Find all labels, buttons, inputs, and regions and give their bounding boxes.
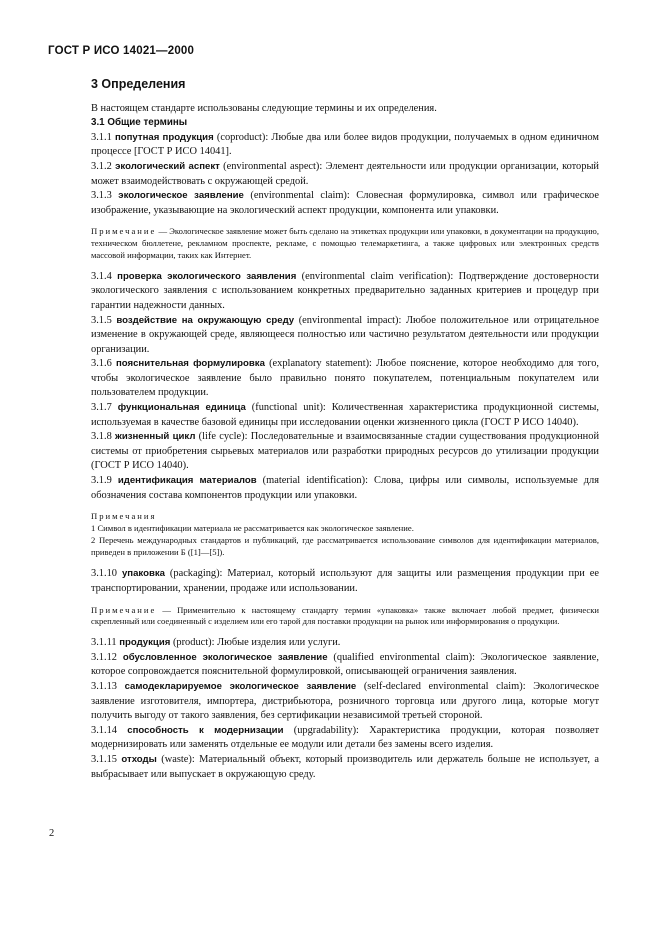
- definition-3-1-1: [91, 131, 599, 160]
- definition-term: попутная продукция: [114, 131, 214, 143]
- note-environmental-claim: [91, 226, 599, 261]
- definition-number: 3.1.15: [91, 753, 122, 765]
- definition-number: 3.1.10: [91, 568, 122, 580]
- definition-text: (explanatory statement): Любое пояснение, которое необходимо для того, чтобы экологическое заявление было правильно понято покупателем, потенциальным покупателем или пользователем продукции.: [91, 358, 599, 399]
- definition-text: (packaging): Материал, который используют для защиты или размещения продукции при ее транспортировании, хранении, продаже или использовании.: [91, 568, 599, 595]
- definition-number: 3.1.11: [91, 637, 120, 649]
- notes-material-identification: [91, 511, 599, 558]
- definition-number: 3.1.3: [91, 190, 119, 202]
- definition-text: (life cycle): Последовательные и взаимосвязанные стадии существования продукционной системы от приобретения сырьевых материалов или разработки природных ресурсов до утилизации продукции (ГОСТ Р ИСО 14040).: [91, 431, 600, 472]
- note-item-1: 1 Символ в идентификации материала не рассматривается как экологическое заявление.: [91, 523, 414, 534]
- definition-term: идентификация материалов: [117, 475, 257, 487]
- standard-header: ГОСТ Р ИСО 14021—2000: [48, 45, 195, 57]
- definition-text: (self-declared environmental claim): Экологическое заявление изготовителя, импортера, дистрибьютора, розничного торговца или другого лица, которые могут получить выгоду от такого заявления, без сертификации независимой третьей стороной.: [91, 680, 600, 722]
- definition-3-1-10: [91, 567, 599, 596]
- section-title: 3 Определения: [91, 77, 186, 91]
- note-label: Примечание: [91, 226, 157, 237]
- notes-label: Примечания: [91, 511, 157, 522]
- subsection-label: 3.1 Общие термины: [91, 117, 188, 129]
- definition-text: (functional unit): Количественная характеристика продукционной системы, используемая в качестве базовой единицы при исследовании оценки жизненного цикла (ГОСТ Р ИСО 14040).: [91, 402, 599, 428]
- definition-term: экологический аспект: [115, 160, 220, 172]
- note-text: — Экологическое заявление может быть сделано на этикетках продукции или упаковки, в документации на продукцию, техническом бюллетене, рекламном проспекте, рекламе, с помощью телемаркетинга, а также цифровых или электронных средств массовой информации, таких как Интернет.: [91, 226, 599, 260]
- definition-number: 3.1.8: [91, 431, 116, 443]
- note-label: Примечание: [91, 604, 157, 615]
- definition-number: 3.1.12: [91, 651, 123, 663]
- note-text: — Применительно к настоящему стандарту термин «упаковка» также включает любой предмет, физически скрепленный или соединенный с изделием или его тарой для поставки продукции на рынок или информирования о продукции.: [91, 604, 599, 627]
- definition-text: (coproduct): Любые два или более видов продукции, получаемых в одном единичном процессе [ГОСТ Р ИСО 14041].: [91, 131, 599, 158]
- intro-text: В настоящем стандарте использованы следующие термины и их определения.: [91, 102, 437, 114]
- definition-3-1-11: [91, 636, 599, 651]
- note-packaging: [91, 605, 599, 629]
- definition-number: 3.1.14: [91, 724, 128, 736]
- definition-term: функциональная единица: [117, 402, 246, 414]
- definition-3-1-6: [91, 357, 599, 401]
- definition-3-1-9: [91, 474, 599, 503]
- definition-text: (waste): Материальный объект, который производитель или держатель больше не использует, а выбрасывает или выпускает в окружающую среду.: [91, 753, 599, 780]
- definition-3-1-15: [91, 753, 599, 782]
- definition-term: экологическое заявление: [118, 190, 244, 202]
- page-number: 2: [49, 828, 55, 839]
- definition-number: 3.1.4: [91, 270, 118, 282]
- definition-number: 3.1.9: [91, 475, 118, 487]
- definition-text: (environmental impact): Любое положительное или отрицательное изменение в окружающей среде, являющееся полностью или частично результатом деятельности или продукции организации.: [91, 314, 599, 355]
- definition-text: (qualified environmental claim): Экологическое заявление, которое сопровождается пояснительной формулировкой, описывающей ограничения заявления.: [91, 651, 599, 678]
- intro-paragraph: [91, 102, 599, 117]
- note-item-2: 2 Перечень международных стандартов и публикаций, где рассматривается использование символов для идентификации материалов, приведен в приложении Б ([1]—[5]).: [91, 534, 599, 557]
- definition-3-1-2: [91, 160, 599, 189]
- definition-term: упаковка: [121, 568, 165, 580]
- definition-text: (product): Любые изделия или услуги.: [170, 637, 341, 649]
- definition-term: проверка экологического заявления: [117, 270, 297, 282]
- definition-term: воздействие на окружающую среду: [116, 314, 295, 326]
- definition-text: (environmental claim verification): Подтверждение достоверности экологического заявления с использованием конкретных предварительно заданных критериев и процедур при гарантии надежности данных.: [91, 270, 599, 311]
- definition-number: 3.1.13: [91, 680, 125, 692]
- definition-number: 3.1.5: [91, 314, 117, 326]
- definition-3-1-14: [91, 724, 599, 753]
- definition-term: способность к модернизации: [127, 724, 284, 736]
- subsection-title: [91, 116, 599, 131]
- definition-3-1-3: [91, 189, 599, 218]
- definition-3-1-4: [91, 270, 599, 314]
- definition-term: обусловленное экологическое заявление: [122, 651, 328, 663]
- definition-term: пояснительная формулировка: [115, 358, 265, 370]
- definition-term: продукция: [119, 637, 171, 649]
- definition-3-1-5: [91, 314, 599, 358]
- definition-number: 3.1.7: [91, 402, 118, 414]
- definition-text: (environmental aspect): Элемент деятельности или продукции организации, который может взаимодействовать с окружающей средой.: [91, 160, 599, 187]
- definition-number: 3.1.2: [91, 160, 116, 172]
- definition-3-1-8: [91, 430, 599, 474]
- page-content: [91, 77, 599, 782]
- definition-text: (upgradability): Характеристика продукции, которая позволяет модернизировать или заменять отдельные ее модули или детали без замены всего изделия.: [91, 724, 599, 751]
- definition-3-1-7: [91, 401, 599, 430]
- definition-term: самодекларируемое экологическое заявление: [124, 680, 357, 692]
- definition-term: отходы: [121, 753, 157, 765]
- definition-3-1-12: [91, 651, 599, 680]
- definition-number: 3.1.1: [91, 131, 115, 143]
- definition-text: (material identification): Слова, цифры или символы, используемые для обозначения состава компонентов продукции или упаковки.: [91, 475, 599, 501]
- definition-term: жизненный цикл: [115, 431, 196, 443]
- definition-3-1-13: [91, 680, 599, 724]
- definition-number: 3.1.6: [91, 358, 116, 370]
- definition-text: (environmental claim): Словесная формулировка, символ или графическое изображение, указывающие на экологический аспект продукции, компонента или упаковки.: [91, 190, 599, 216]
